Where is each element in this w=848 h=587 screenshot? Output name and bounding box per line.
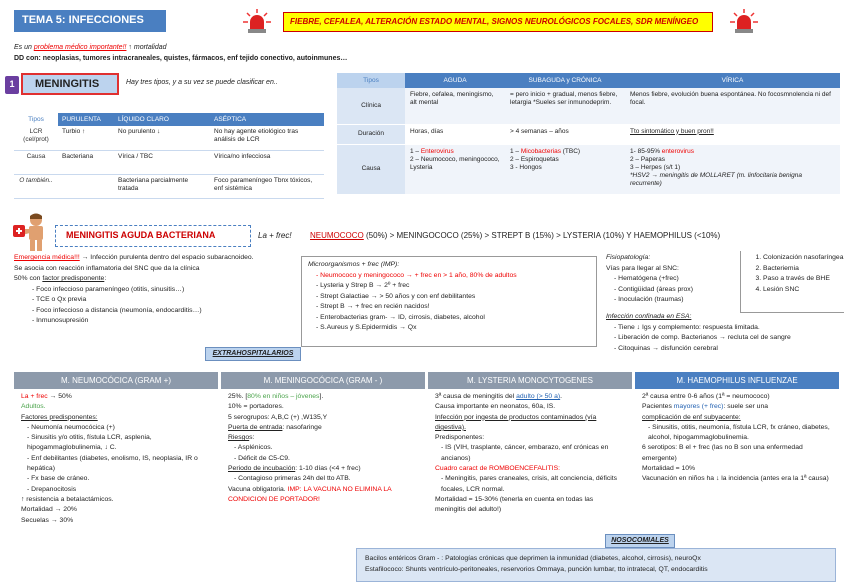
list-item: - Foco infeccioso a distancia (neumonía, endocarditis…) <box>32 306 294 317</box>
section-title-meningitis: MENINGITIS <box>21 73 119 95</box>
column-header: M. MENINGOCÓCICA (GRAM - ) <box>221 372 425 389</box>
table-header: LÍQUIDO CLARO <box>114 113 210 126</box>
intro-text: Es un problema médico importante!! ↑ mortalidad DD con: neoplasias, tumores intracraneales, quistes, fármacos, enf tejido conectivo, autoinmunes… <box>14 44 348 62</box>
list-item: - Contigüidad (áreas prox) <box>614 285 736 296</box>
doctor-figure-icon <box>10 211 54 253</box>
list-item: - Sinusitis y/o otitis, fístula LCR, asplenia, hipogammaglobulinemia, ↓ C. <box>27 433 211 454</box>
list-item: 2. Bacteriemia <box>763 264 844 275</box>
list-item: - Contagioso primeras 24h del tto ATB. <box>234 474 418 484</box>
pathogenesis-steps <box>740 251 844 313</box>
page-title: TEMA 5: INFECCIONES <box>14 10 166 32</box>
alert-symptoms: FIEBRE, CEFALEA, ALTERACIÓN ESTADO MENTAL, SIGNOS NEUROLÓGICOS FOCALES, SDR MENÍNGEO <box>283 12 713 32</box>
list-item: 3. Paso a través de BHE <box>763 274 844 285</box>
column-neumococcal: M. NEUMOCÓCICA (GRAM +) La + frec → 50% Adultos. Factores predisponentes: - Neumonía neumocócica (+) - Sinusitis y/o otitis, fístula LCR, asplenia, hipogammaglobulinemia, ↓ C. - Enf debilitantes (diabetes, enolismo, IS, neoplasia, IR o hepática) - Fx base de cráneo. - Drepanocitosis ↑ resistencia a betalactámicos. Mortalidad → 20% Secuelas → 30% <box>14 372 218 552</box>
table-cell: Bacteriana parcialmente tratada <box>114 174 210 198</box>
table-cell: Duración <box>337 124 405 144</box>
nosocomial-box: Bacilos entéricos Gram - : Patologías crónicas que deprimen la inmunidad (diabetes, alcohol, cirrosis), neuroQx Estafilococo: Shunts ventrículo-peritoneales, reservorios Ommaya, punción lumbar, tto intratecal, QT, endocarditis <box>356 548 836 582</box>
table-header: Tipos <box>14 113 58 126</box>
table-cell: No purulento ↓ <box>114 126 210 150</box>
table-cell: Causa <box>337 144 405 194</box>
list-item: - Hematógena (+frec) <box>614 274 736 285</box>
column-header: M. NEUMOCÓCICA (GRAM +) <box>14 372 218 389</box>
column-header: M. LYSTERIA MONOCYTOGENES <box>428 372 632 389</box>
column-meningococcal: M. MENINGOCÓCICA (GRAM - ) 25%. [80% en niños – jóvenes]. 10% = portadores. 5 serogrupos: A,B,C (+) ,W135,Y Puerta de entrada: nasofaringe Riesgos: - Asplénicos. - Déficit de C5-C9. Periodo de incubación: 1-10 días (<4 + frec) - Contagioso primeras 24h del tto ATB. Vacuna obligatoria. IMP: LA VACUNA NO ELIMINA LA CONDICION DE PORTADOR! <box>221 372 425 552</box>
table-cell: Horas, días <box>405 124 505 144</box>
table-header: PURULENTA <box>58 113 114 126</box>
list-item: - Enterobacterias gram- → ID, cirrosis, diabetes, alcohol <box>316 313 590 324</box>
table-header: Tipos <box>337 73 405 88</box>
list-item: - Inmunosupresión <box>32 316 294 327</box>
list-item: - Neumococo y meningococo → + frec en > 1 año, 80% de adultos <box>316 271 590 282</box>
table-cell: Bacteriana <box>58 150 114 174</box>
table-header: ASÉPTICA <box>210 113 324 126</box>
list-item: - Enf debilitantes (diabetes, enolismo, IS, neoplasia, IR o hepática) <box>27 454 211 475</box>
table-cell: Vírica/no infecciosa <box>210 150 324 174</box>
list-item: - Lysteria y Strep B → 2º + frec <box>316 281 590 292</box>
esa-infection: Infección confinada en ESA: - Tiene ↓ Igs y complemento: respuesta limitada. - Liberación de comp. Bacterianos → recluta cel de sangre - Citoquinas → disfunción cerebral <box>606 312 842 354</box>
meningitis-types-table <box>14 113 324 199</box>
table-cell: Tto sintomático y buen pron!! <box>625 124 840 144</box>
table-row <box>337 144 840 194</box>
table-row <box>337 88 840 124</box>
table-cell: Vírica / TBC <box>114 150 210 174</box>
list-item: 1. Colonización nasofaríngea <box>763 253 844 264</box>
most-frequent-label: La + frec! <box>258 231 292 240</box>
table-cell: 1 – Micobacterias (TBC) 2 – Espiroquetas 3 - Hongos <box>505 144 625 194</box>
list-item: - Inoculación (traumas) <box>614 295 736 306</box>
list-item: - Neumonía neumocócica (+) <box>27 423 211 433</box>
table-header: SUBAGUDA y CRÓNICA <box>505 73 625 88</box>
list-item: - Fx base de cráneo. <box>27 474 211 484</box>
table-cell: O también.. <box>14 174 58 198</box>
table-cell: Clínica <box>337 88 405 124</box>
table-cell <box>58 174 114 198</box>
table-row <box>14 126 324 150</box>
table-row <box>14 150 324 174</box>
list-item: - IS (VIH, trasplante, cáncer, embarazo, enf crónicas en ancianos) <box>441 443 625 464</box>
section-subtitle: Hay tres tipos, y a su vez se puede clasificar en.. <box>126 79 278 86</box>
list-item: - Déficit de C5-C9. <box>234 454 418 464</box>
table-row <box>14 174 324 198</box>
list-item: - Meningitis, pares craneales, crisis, alt conciencia, déficits focales, LCR normal. <box>441 474 625 495</box>
nosocomial-tag: NOSOCOMIALES <box>605 534 675 548</box>
mab-description: Emergencia médica!!! → Infección purulenta dentro del espacio subaracnoideo. Se asocia con reacción inflamatoria del SNC que da la clínica 50% con factor predisponente: - Foco infeccioso parameníngeo (otitis, sinusitis…) - TCE o Qx previa - Foco infeccioso a distancia (neumonía, endocarditis…) - Inmunosupresión <box>14 253 294 327</box>
list-item: - Citoquinas → disfunción cerebral <box>614 344 842 355</box>
table-cell: Menos fiebre, evolución buena espontánea. No focosmnolencia ni def focal. <box>625 88 840 124</box>
section-title-mab: MENINGITIS AGUDA BACTERIANA <box>55 225 251 247</box>
microorganisms-box: Microorganismos + frec (IMP): - Neumococo y meningococo → + frec en > 1 año, 80% de adultos - Lysteria y Strep B → 2º + frec - Strept Galactiae → > 50 años y con enf debilitantes - Strept B → + frec en recién nacidos! - Enterobacterias gram- → ID, cirrosis, diabetes, alcohol - S.Aureus y S.Epidermidis → Qx <box>301 256 597 347</box>
list-item: - S.Aureus y S.Epidermidis → Qx <box>316 323 590 334</box>
extrahospital-tag: EXTRAHOSPITALARIOS <box>205 347 301 361</box>
table-cell: 1- 85-95% enterovirus 2 – Paperas 3 – Herpes (s/t 1) *HSV2 → meningitis de MOLLARET (m. linfocitaria benigna recurrente) <box>625 144 840 194</box>
list-item: - Drepanocitosis <box>27 485 211 495</box>
list-item: - Strept B → + frec en recién nacidos! <box>316 302 590 313</box>
table-cell: > 4 semanas – años <box>505 124 625 144</box>
table-cell: Turbio ↑ <box>58 126 114 150</box>
section-number-badge: 1 <box>5 76 19 94</box>
list-item: - Liberación de comp. Bacterianos → recluta cel de sangre <box>614 333 842 344</box>
table-cell: LCR (cel/prot) <box>14 126 58 150</box>
table-cell: No hay agente etiológico tras análisis de LCR <box>210 126 324 150</box>
table-cell: = pero inicio + gradual, menos fiebre, letargia *Sueles ser inmunodeprim. <box>505 88 625 124</box>
list-item: - Sinusitis, otitis, neumonía, fístula LCR, fx cráneo, diabetes, alcohol, hipogammaglobulinemia. <box>648 423 832 444</box>
siren-icon <box>730 8 758 34</box>
table-cell: 1 – Enterovirus 2 – Neumococo, meningococo, Lysteria <box>405 144 505 194</box>
column-haemophilus: M. HAEMOPHILUS INFLUENZAE 2ª causa entre 0-6 años (1ª = neumococo) Pacientes mayores (+ frec): suele ser una complicación de enf subyacente: - Sinusitis, otitis, neumonía, fístula LCR, fx cráneo, diabetes, alcohol, hipogammaglobulinemia. 6 serotipos: B el + frec (las no B son una enfermedad emergente) Mortalidad = 10% Vacunación en niños ha ↓ la incidencia (antes era la 1ª causa) <box>635 372 839 552</box>
table-cell: Fiebre, cefalea, meningismo, alt mental <box>405 88 505 124</box>
column-lysteria: M. LYSTERIA MONOCYTOGENES 3ª causa de meningitis del adulto (> 50 a). Causa importante en neonatos, 60a, IS. Infección por ingesta de productos contaminados (vía digestiva). Predisponentes: - IS (VIH, trasplante, cáncer, embarazo, enf crónicas en ancianos) Cuadro caract de ROMBOENCEFALITIS: - Meningitis, pares craneales, crisis, alt conciencia, déficits focales, LCR normal. Mortalidad = 15-30% (tenerla en cuenta en todas las meningitis del adulto!) <box>428 372 632 552</box>
list-item: - Asplénicos. <box>234 443 418 453</box>
table-cell: Causa <box>14 150 58 174</box>
list-item: - Strept Galactiae → > 50 años y con enf debilitantes <box>316 292 590 303</box>
table-cell: Foco parameníngeo Tbnx tóxicos, enf sistémica <box>210 174 324 198</box>
siren-icon <box>243 8 271 34</box>
list-item: - Foco infeccioso parameníngeo (otitis, sinusitis…) <box>32 285 294 296</box>
list-item: - TCE o Qx previa <box>32 295 294 306</box>
table-header: AGUDA <box>405 73 505 88</box>
strain-frequency: NEUMOCOCO (50%) > MENINGOCOCO (25%) > STREPT B (15%) > LYSTERIA (10%) Y HAEMOPHILUS (<10%) <box>310 231 721 240</box>
table-row <box>337 124 840 144</box>
list-item: 4. Lesión SNC <box>763 285 844 296</box>
table-header: VÍRICA <box>625 73 840 88</box>
column-header: M. HAEMOPHILUS INFLUENZAE <box>635 372 839 389</box>
meningitis-evolution-table <box>337 73 840 195</box>
physiopathology: Fisiopatología: Vías para llegar al SNC: - Hematógena (+frec) - Contigüidad (áreas prox) - Inoculación (traumas) <box>606 253 736 306</box>
list-item: - Tiene ↓ Igs y complemento: respuesta limitada. <box>614 323 842 334</box>
